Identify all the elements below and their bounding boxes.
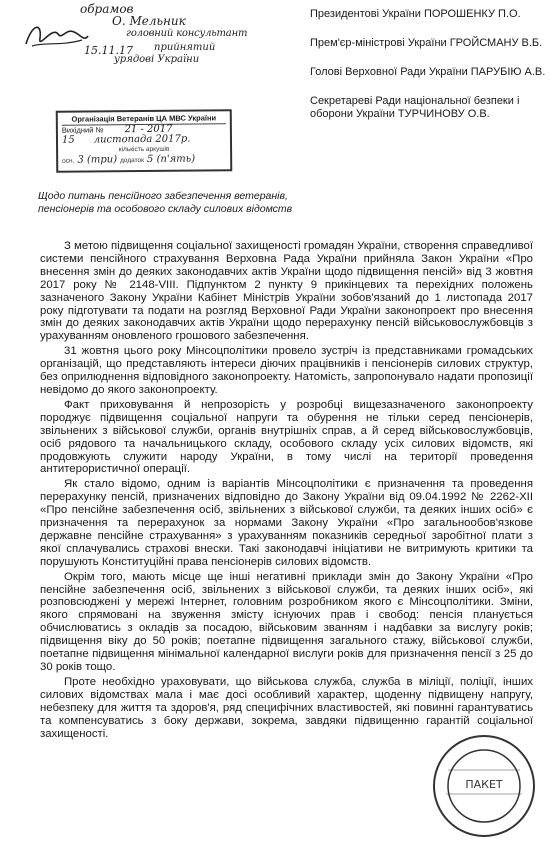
body-paragraph-4: Як стало відомо, одним із варіантів Мінсоцполітики є призначення та проведення перерахунку пенсій, призначених відповідно до Закону України від 09.04.1992 № 2262-XII «Про пенсійне забезпечення осіб, звільнених з військової служби, та деяких інших осіб» є призначення та перерахунок за нормами Закону України «Про загальнообов'язкове державне пенсійне страхування» з урахуванням показників середньої заробітної плати з якої сплачувались страхові внески. Такі законодавчі ініціативи не витримують критики та порушують Конституційні права пенсіонерів силових відомств. — [40, 478, 533, 568]
body-paragraph-6: Проте необхідно ураховувати, що військова служба, служба в міліції, поліції, інших силових відомствах мала і має досі особливий характер, щоденну підвищену напругу, небезпеку для життя та здоров'я, ряд специфічних властивостей, які повинні гарантуватись та компенсуватись з боку держави, зокрема, завдяки підвищенню гарантій соціальної захищеності. — [40, 675, 533, 740]
resolution-line-5: урядові України — [114, 54, 200, 65]
stamp-date-day: 15 — [61, 134, 75, 146]
signature-icon — [22, 16, 92, 56]
stamp-date-month: листопада — [93, 133, 153, 146]
stamp-attachment-label: додаток — [120, 157, 145, 165]
stamp-attachment-value: 5 (п'ять) — [146, 153, 196, 165]
addressee-block — [310, 8, 546, 137]
addressee-speaker: Голові Верховної Ради України ПАРУБІЮ А.В. — [310, 66, 546, 78]
stamp-outgoing-number: 21 - 2017 — [124, 123, 173, 136]
post-seal-icon — [428, 730, 540, 842]
stamp-sheets-label: кількість аркушів — [118, 145, 170, 154]
resolution-line-1: обрамов — [80, 2, 134, 16]
stamp-main-value: 3 (три) — [77, 154, 118, 166]
addressee-nsdc-secretary: Секретареві Ради національної безпеки і оборони України ТУРЧИНОВУ О.В. — [310, 95, 520, 120]
addressee-prime-minister: Прем'єр-міністрові України ГРОЙСМАНУ В.Б. — [310, 37, 543, 49]
letter-body — [40, 240, 533, 742]
addressee-president: Президентові України ПОРОШЕНКУ П.О. — [310, 8, 521, 20]
body-paragraph-3: Факт приховування й непрозорість у розробці вищезазначеного законопроекту породжує підвищення соціальної напруги та обурення не тільки серед пенсіонерів, звільнених з військової служби, органів внутрішніх справ, а й серед військовослужбовців, осіб рядового та начальницького складу, особового складу усіх силових відомств, які продовжують служити народу України, в тому числі на території проведення антитерористичної операції. — [40, 398, 533, 476]
resolution-line-2: О. Мельник — [112, 14, 186, 28]
body-paragraph-5: Окрім того, мають місце ще інші негативні приклади змін до Закону України «Про пенсійне забезпечення осіб, звільнених з військової служби, та деяких інших осіб», які розповсюджені у мережі Інтернет, головним розробником якого є Мінсоцполітики. Зміни, якого спрямовані на звуження змісту існуючих прав і свобод: пенсія планується обчислюватись з окладів за посадою, військовим званням і надбавки за вислугу років; підвищення віку до 50 років; поетапне підвищення загального стажу, військової служби, поетапне підвищення мінімальної календарної вислуги років для призначення пенсії з 25 до 30 років тощо. — [40, 570, 533, 673]
body-paragraph-1: З метою підвищення соціальної захищеності громадян України, створення справедливої системи пенсійного страхування Верховна Рада України прийняла Закон України «Про внесення змін до деяких законодавчих актів України щодо підвищення пенсій» від 3 жовтня 2017 року № 2148-VIII. Підпунктом 2 пункту 9 прикінцевих та перехідних положень зазначеного Закону України Кабінет Міністрів України зобов'язаний до 1 листопада 2017 року підготувати та подати на розгляд Верховної Ради України законопроект про внесення змін до деяких законодавчих актів України щодо перерахунку пенсій військовослужбовців з урахуванням оновленого грошового забезпечення. — [40, 240, 533, 343]
handwritten-resolution — [22, 2, 292, 82]
resolution-date: 15.11.17 — [84, 44, 133, 57]
stamp-main-label: осн. — [62, 157, 75, 165]
stamp-outgoing-label: Вихідний № — [61, 125, 104, 135]
registration-stamp — [56, 109, 233, 173]
letter-subject: Щодо питань пенсійного забезпечення ветеранів, пенсіонерів та особового складу силових відомств — [38, 190, 293, 215]
stamp-organization: Організація Ветеранів ЦА МВС України — [62, 113, 226, 125]
body-paragraph-2: 31 жовтня цього року Мінсоцполітики провело зустріч із представниками громадських організацій, що представляють інтереси діючих працівників і пенсіонерів силових структур, без оприлюднення відповідного законопроекту. Натомість, запропонувало надати пропозиції невідомо до якого законопроекту. — [40, 345, 533, 396]
resolution-line-4: прийнятий — [154, 42, 216, 53]
stamp-date-year: 2017р. — [155, 133, 191, 145]
seal-text: ПАКЕТ — [465, 778, 503, 791]
resolution-line-3: головний консультант — [126, 28, 248, 39]
